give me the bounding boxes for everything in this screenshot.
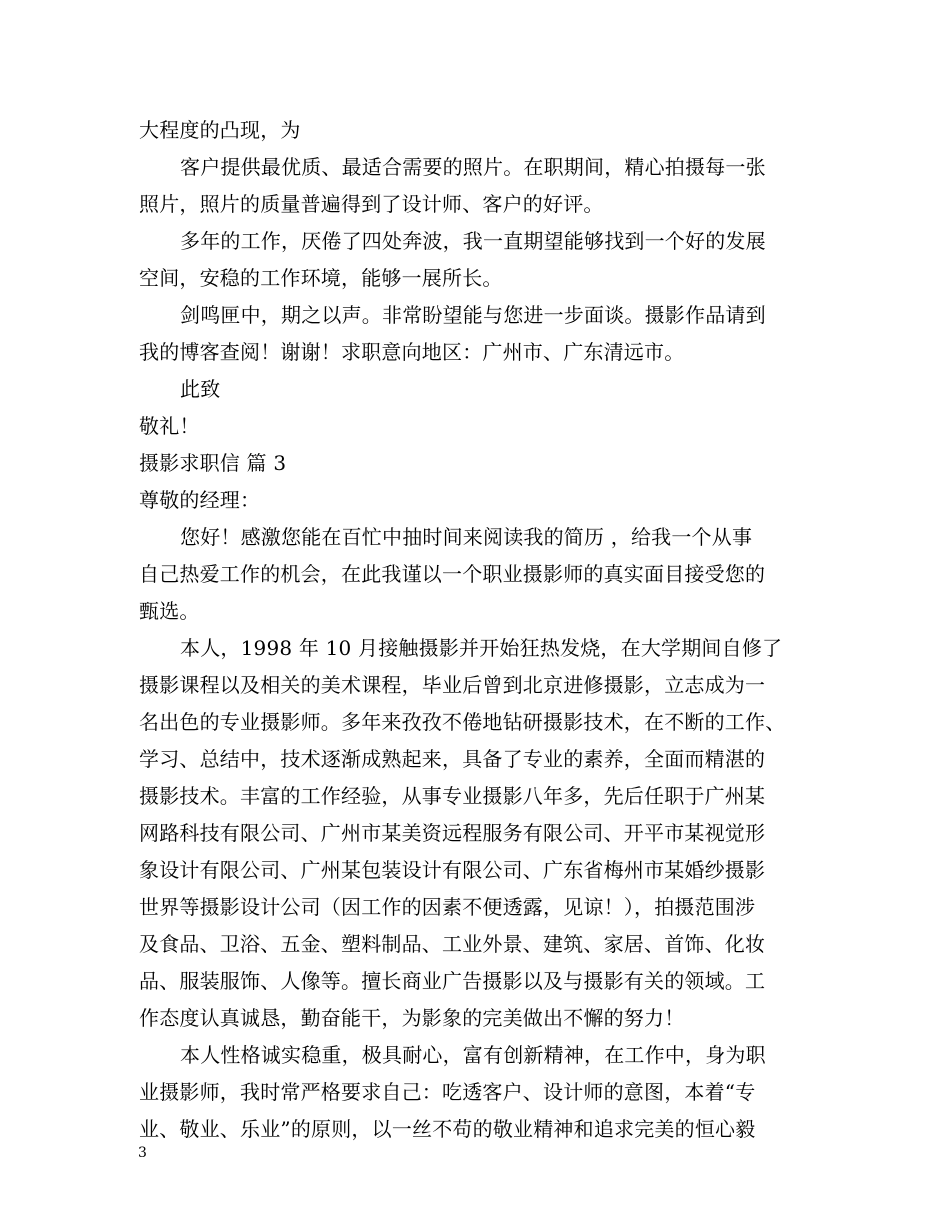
text-line: 摄影技术。丰富的工作经验，从事专业摄影八年多，先后任职于广州某 bbox=[139, 784, 766, 808]
text-line: 您好！感激您能在百忙中抽时间来阅读我的简历 ，给我一个从事 bbox=[180, 525, 753, 549]
text-line: 我的博客查阅！谢谢！求职意向地区：广州市、广东清远市。 bbox=[139, 340, 685, 364]
text-line: 摄影求职信 篇 3 bbox=[139, 451, 287, 475]
text-line: 象设计有限公司、广州某包装设计有限公司、广东省梅州市某婚纱摄影 bbox=[139, 858, 766, 882]
text-line: 照片，照片的质量普遍得到了设计师、客户的好评。 bbox=[139, 192, 604, 216]
text-line: 业摄影师，我时常严格要求自己：吃透客户、设计师的意图，本着“专 bbox=[139, 1080, 756, 1104]
text-line: 剑鸣匣中，期之以声。非常盼望能与您进一步面谈。摄影作品请到 bbox=[180, 303, 766, 327]
text-line: 品、服装服饰、人像等。擅长商业广告摄影以及与摄影有关的领域。工 bbox=[139, 969, 766, 993]
text-line: 自己热爱工作的机会，在此我谨以一个职业摄影师的真实面目接受您的 bbox=[139, 562, 766, 586]
text-line: 空间，安稳的工作环境，能够一展所长。 bbox=[139, 266, 503, 290]
text-line: 业、敬业、乐业”的原则，以一丝不苟的敬业精神和追求完美的恒心毅 bbox=[139, 1117, 756, 1141]
text-line: 甄选。 bbox=[139, 599, 200, 623]
text-line: 网路科技有限公司、广州市某美资远程服务有限公司、开平市某视觉形 bbox=[139, 821, 766, 845]
text-line: 尊敬的经理： bbox=[139, 488, 261, 512]
text-line: 作态度认真诚恳，勤奋能干，为影象的完美做出不懈的努力！ bbox=[139, 1006, 685, 1030]
text-line: 摄影课程以及相关的美术课程，毕业后曾到北京进修摄影，立志成为一 bbox=[139, 673, 766, 697]
text-line: 学习、总结中，技术逐渐成熟起来，具备了专业的素养，全面而精湛的 bbox=[139, 747, 766, 771]
text-line: 大程度的凸现，为 bbox=[139, 118, 301, 142]
text-line: 多年的工作，厌倦了四处奔波，我一直期望能够找到一个好的发展 bbox=[180, 229, 766, 253]
page-number: 3 bbox=[138, 1145, 147, 1161]
text-line: 世界等摄影设计公司（因工作的因素不便透露，见谅！），拍摄范围涉 bbox=[139, 895, 756, 919]
text-line: 及食品、卫浴、五金、塑料制品、工业外景、建筑、家居、首饰、化妆 bbox=[139, 932, 766, 956]
document-body bbox=[139, 112, 817, 1148]
text-line: 本人性格诚实稳重，极具耐心，富有创新精神，在工作中，身为职 bbox=[180, 1043, 766, 1067]
text-line: 此致 bbox=[180, 377, 221, 401]
text-line: 客户提供最优质、最适合需要的照片。在职期间，精心拍摄每一张 bbox=[180, 155, 766, 179]
text-line: 名出色的专业摄影师。多年来孜孜不倦地钻研摄影技术，在不断的工作、 bbox=[139, 710, 786, 734]
text-line: 本人，1998 年 10 月接触摄影并开始狂热发烧，在大学期间自修了 bbox=[180, 636, 783, 660]
text-line: 敬礼！ bbox=[139, 414, 200, 438]
